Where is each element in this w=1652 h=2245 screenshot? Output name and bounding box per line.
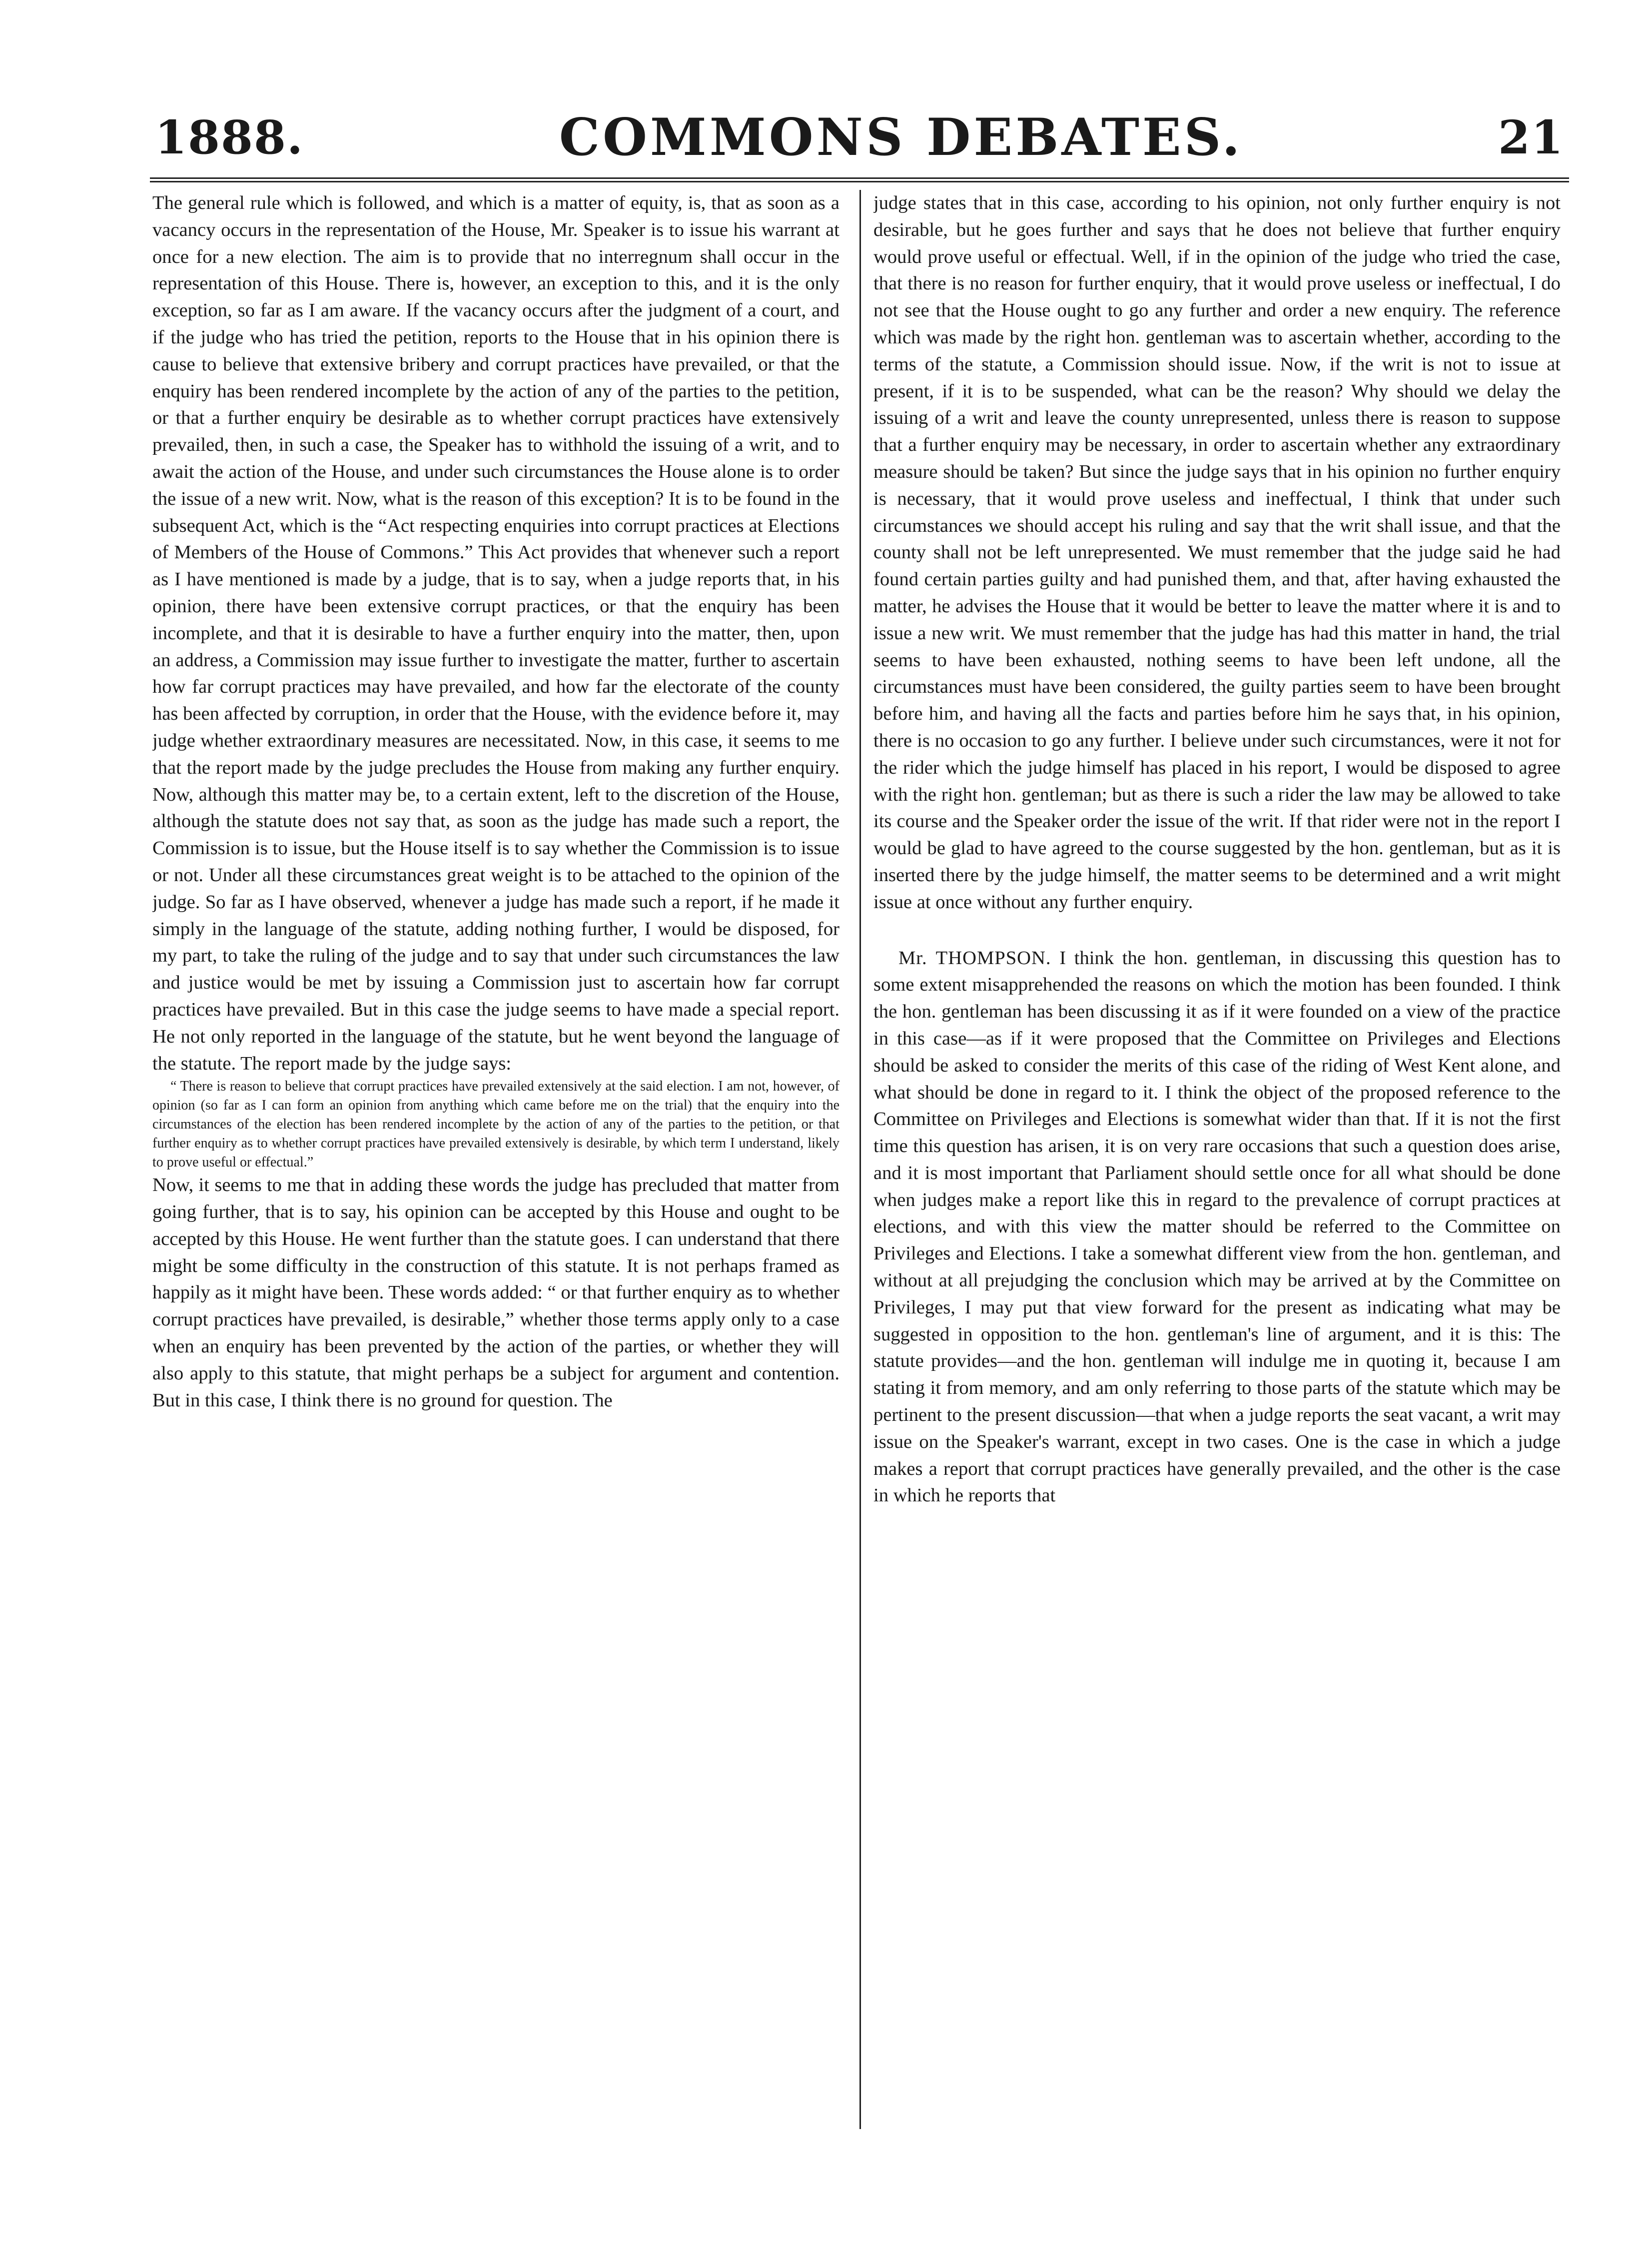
left-column xyxy=(152,190,839,2139)
right-paragraph-1: judge states that in this case, according to his opinion, not only further enquiry is not desirable, but he goes further and says that he does not believe that further enquiry would prove useful or effectual. Well, if in the opinion of the judge who tried the case, that there is no reason for further enquiry, that it would prove useless or ineffectual, I do not see that the House ought to go any further and order a new enquiry. The reference which was made by the right hon. gentleman was to ascertain whether, according to the terms of the statute, a Commission should issue. Now, if the writ is not to issue at present, if it is to be suspended, what can be the reason? Why should we delay the issuing of a writ and leave the county unrepresented, unless there is reason to suppose that a further enquiry may be necessary, in order to ascertain whether any extraordinary measure should be taken? But since the judge says that in his opinion no further enquiry is necessary, that it would prove useless and ineffectual, I think that under such circumstances we should accept his ruling and say that the writ shall issue, and that the county shall not be left unrepresented. We must remember that the judge said he had found certain parties guilty and had punished them, and that, after having exhausted the matter, he advises the House that it would be better to leave the matter where it is and to issue a new writ. We must remember that the judge has had this matter in hand, the trial seems to have been exhausted, nothing seems to have been left undone, all the circumstances must have been considered, the guilty parties seem to have been brought before him, and having all the facts and parties before him he says that, in his opinion, there is no occasion to go any further. I believe under such circumstances, were it not for the rider which the judge himself has placed in his report, I would be disposed to agree with the right hon. gentleman; but as there is such a rider the law may be allowed to take its course and the Speaker order the issue of the writ. If that rider were not in the report I would be glad to have agreed to the course suggested by the hon. gentleman, but as it is inserted there by the judge himself, the matter seems to be determined and a writ might issue at once without any further enquiry. xyxy=(873,192,1561,913)
speech-thompson xyxy=(873,945,1561,1510)
right-column xyxy=(873,190,1561,2139)
header-title: COMMONS DEBATES. xyxy=(559,107,1243,167)
header-year: 1888. xyxy=(155,110,304,164)
header-page-number: 21 xyxy=(1498,110,1564,164)
header-rule xyxy=(150,177,1569,182)
left-paragraph-2: Now, it seems to me that in adding these words the judge has precluded that matter from going further, that is to say, his opinion can be accepted by this House and ought to be accepted by this House. He went further than the statute goes. I can understand that there might be some difficulty in the construction of this statute. It is not perhaps framed as happily as it might have been. These words added: “ or that further enquiry as to whether corrupt practices have prevailed, is desirable,” whether those terms apply only to a case when an enquiry has been prevented by the action of the parties, or whether they will also apply to this statute, that might perhaps be a subject for argument and contention. But in this case, I think there is no ground for question. The xyxy=(152,1174,839,1411)
column-divider xyxy=(859,190,861,2129)
left-paragraph-1: The general rule which is followed, and which is a matter of equity, is, that as soon as a vacancy occurs in the representation of the House, Mr. Speaker is to issue his warrant at once for a new election. The aim is to provide that no interregnum shall occur in the representation of this House. There is, however, an exception to this, and it is the only exception, so far as I am aware. If the vacancy occurs after the judgment of a court, and if the judge who has tried the petition, reports to the House that in his opinion there is cause to believe that extensive bribery and corrupt practices have prevailed, or that the enquiry has been rendered incomplete by the action of any of the parties to the petition, or that a further enquiry be desirable as to whether corrupt practices have extensively prevailed, then, in such a case, the Speaker has to withhold the issuing of a writ, and to await the action of the House, and under such circumstances the House alone is to order the issue of a new writ. Now, what is the reason of this exception? It is to be found in the subsequent Act, which is the “Act respecting enquiries into corrupt practices at Elections of Members of the House of Commons.” This Act provides that whenever such a report as I have mentioned is made by a judge, that is to say, when a judge reports that, in his opinion, there have been extensive corrupt practices, or that the enquiry has been incomplete, and that it is desirable to have a further enquiry into the matter, then, upon an address, a Commission may issue further to investigate the matter, further to ascertain how far corrupt practices may have prevailed, and how far the electorate of the county has been affected by corruption, in order that the House, with the evidence before it, may judge whether extraordinary measures are necessitated. Now, in this case, it seems to me that the report made by the judge precludes the House from making any further enquiry. Now, although this matter may be, to a certain extent, left to the discretion of the House, although the statute does not say that, as soon as the judge has made such a report, the Commission is to issue, but the House itself is to say whether the Commission is to issue or not. Under all these circumstances great weight is to be attached to the opinion of the judge. So far as I have observed, whenever a judge has made such a report, if he made it simply in the language of the statute, adding nothing further, I would be disposed, for my part, to take the ruling of the judge and to say that under such circumstances the law and justice would be met by issuing a Commission just to ascertain how far corrupt practices have prevailed. But in this case the judge seems to have made a special report. He not only reported in the language of the statute, but he went beyond the language of the statute. The report made by the judge says: xyxy=(152,192,839,1074)
judge-report-quote: “ There is reason to believe that corrupt practices have prevailed extensively at the said election. I am not, however, of opinion (so far as I can form an opinion from anything which came before me on the trial) that the enquiry into the circumstances of the election has been rendered incomplete by the action of any of the parties to the petition, or that further enquiry as to whether corrupt practices have prevailed extensively is desirable, by which term I understand, likely to prove useful or effectual.” xyxy=(152,1079,839,1170)
speech-text: I think the hon. gentleman, in discussing this question has to some extent misapprehended the reasons on which the motion has been founded. I think the hon. gentleman has been discussing it as if it were founded on a view of the practice in this case—as if it were proposed that the Committee on Privileges and Elections should be asked to consider the merits of this case of the riding of West Kent alone, and what should be done in regard to it. I think the object of the proposed reference to the Committee on Privileges and Elections is somewhat wider than that. If it is not the first time this question has arisen, it is on very rare occasions that such a question does arise, and it is most important that Parliament should settle once for all what should be done when judges make a report like this in regard to the prevalence of corrupt practices at elections, and with this view the matter should be referred to the Committee on Privileges and Elections. I take a somewhat different view from the hon. gentleman, and without at all prejudging the conclusion which may be arrived at by the Committee on Privileges, I may put that view forward for the present as indicating what may be suggested in opposition to the hon. gentleman's line of argument, and it is this: The statute provides—and the hon. gentleman will indulge me in quoting it, because I am stating it from memory, and am only referring to those parts of the statute which may be pertinent to the present discussion—that when a judge reports the seat vacant, a writ may issue on the Speaker's warrant, except in two cases. One is the case in which a judge makes a report that corrupt practices have generally prevailed, and the other is the case in which he reports that xyxy=(873,947,1561,1506)
page-header xyxy=(155,100,1564,175)
speaker-name: Mr. THOMPSON. xyxy=(898,947,1051,969)
